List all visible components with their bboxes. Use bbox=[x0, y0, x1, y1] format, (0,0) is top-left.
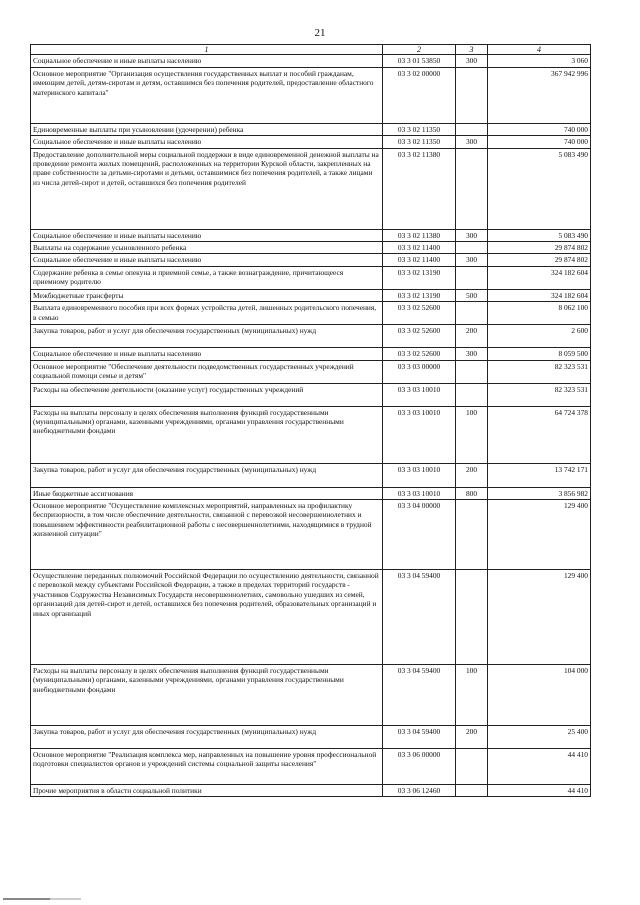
row-type bbox=[456, 266, 488, 289]
row-type: 500 bbox=[456, 289, 488, 301]
table-row bbox=[31, 360, 591, 383]
row-code: 03 3 03 10010 bbox=[383, 406, 456, 463]
table-row bbox=[31, 726, 591, 749]
row-name: Межбюджетные трансферты bbox=[31, 289, 383, 301]
table-row bbox=[31, 570, 591, 665]
row-type bbox=[456, 570, 488, 665]
table-row bbox=[31, 383, 591, 406]
header-col-2: 2 bbox=[383, 45, 456, 55]
table-row bbox=[31, 500, 591, 570]
table-row bbox=[31, 123, 591, 135]
row-name: Социальное обеспечение и иные выплаты населению bbox=[31, 254, 383, 266]
row-name: Осуществление переданных полномочий Российской Федерации по осуществлению деятельности, связанной с перевозкой между субъектами Российской Федерации, а также в пределах территорий государств - участников Содружества Независимых Государств несовершеннолетних, самовольно ушедших из семей, организаций для детей-сирот и детей, оставшихся без попечения родителей, образовательных организаций и иных организаций bbox=[31, 570, 383, 665]
table-row bbox=[31, 266, 591, 289]
row-code: 03 3 02 52600 bbox=[383, 348, 456, 360]
row-amount: 324 182 604 bbox=[488, 266, 591, 289]
row-amount: 8 062 100 bbox=[488, 302, 591, 325]
row-code: 03 3 02 52600 bbox=[383, 325, 456, 348]
row-name: Единовременные выплаты при усыновлении (удочерении) ребенка bbox=[31, 123, 383, 135]
row-code: 03 3 06 00000 bbox=[383, 749, 456, 785]
row-name: Закупка товаров, работ и услуг для обеспечения государственных (муниципальных) нужд bbox=[31, 726, 383, 749]
row-type bbox=[456, 148, 488, 229]
row-amount: 82 323 531 bbox=[488, 360, 591, 383]
table-row bbox=[31, 487, 591, 499]
row-amount: 13 742 171 bbox=[488, 463, 591, 487]
row-name: Расходы на обеспечение деятельности (оказание услуг) государственных учреждений bbox=[31, 383, 383, 406]
table-body bbox=[31, 55, 591, 797]
row-name: Закупка товаров, работ и услуг для обеспечения государственных (муниципальных) нужд bbox=[31, 463, 383, 487]
row-code: 03 3 02 11350 bbox=[383, 123, 456, 135]
table-row bbox=[31, 749, 591, 785]
row-name: Предоставление дополнительной меры социальной поддержки в виде единовременной денежной выплаты на проведение ремонта жилых помещений, расположенных на территории Курской области, закрепленных на праве собственности за детьми-сиротами и детьми, оставшимися без попечения родителей, а также лицами из числа детей-сирот и детей, оставшихся без попечения родителей bbox=[31, 148, 383, 229]
row-amount: 367 942 996 bbox=[488, 67, 591, 123]
row-code: 03 3 02 13190 bbox=[383, 266, 456, 289]
row-code: 03 3 03 00000 bbox=[383, 360, 456, 383]
row-type: 100 bbox=[456, 406, 488, 463]
row-type: 200 bbox=[456, 726, 488, 749]
row-amount: 5 083 490 bbox=[488, 229, 591, 241]
budget-table bbox=[30, 44, 591, 797]
row-code: 03 3 02 13190 bbox=[383, 289, 456, 301]
row-amount: 104 000 bbox=[488, 665, 591, 726]
table-row bbox=[31, 785, 591, 797]
row-type bbox=[456, 500, 488, 570]
row-amount: 2 600 bbox=[488, 325, 591, 348]
row-type bbox=[456, 242, 488, 254]
row-type: 200 bbox=[456, 463, 488, 487]
row-name: Основное мероприятие "Осуществление комплексных мероприятий, направленных на профилактику беспризорности, в том числе обеспечение деятельности, связанной с перевозкой несовершеннолетних и повышением эффективности реабилитационной работы с несовершеннолетними, находящимися в трудной жизненной ситуации" bbox=[31, 500, 383, 570]
row-code: 03 3 03 10010 bbox=[383, 463, 456, 487]
scan-footer-mark bbox=[3, 898, 81, 900]
row-code: 03 3 04 59400 bbox=[383, 665, 456, 726]
row-amount: 740 000 bbox=[488, 123, 591, 135]
row-code: 03 3 02 11380 bbox=[383, 229, 456, 241]
row-amount: 25 400 bbox=[488, 726, 591, 749]
table-row bbox=[31, 325, 591, 348]
row-code: 03 3 02 52600 bbox=[383, 302, 456, 325]
page-number: 21 bbox=[314, 27, 326, 39]
row-amount: 3 856 982 bbox=[488, 487, 591, 499]
table-row bbox=[31, 254, 591, 266]
row-code: 03 3 03 10010 bbox=[383, 487, 456, 499]
row-name: Социальное обеспечение и иные выплаты населению bbox=[31, 348, 383, 360]
table-row bbox=[31, 55, 591, 67]
row-code: 03 3 04 59400 bbox=[383, 570, 456, 665]
row-name: Выплаты на содержание усыновленного ребенка bbox=[31, 242, 383, 254]
row-type: 300 bbox=[456, 229, 488, 241]
row-name: Иные бюджетные ассигнования bbox=[31, 487, 383, 499]
row-type bbox=[456, 360, 488, 383]
row-name: Прочие мероприятия в области социальной политики bbox=[31, 785, 383, 797]
table-row bbox=[31, 136, 591, 148]
row-amount: 44 410 bbox=[488, 785, 591, 797]
header-col-4: 4 bbox=[488, 45, 591, 55]
row-name: Социальное обеспечение и иные выплаты населению bbox=[31, 136, 383, 148]
row-amount: 129 400 bbox=[488, 570, 591, 665]
table-row bbox=[31, 289, 591, 301]
row-type: 100 bbox=[456, 665, 488, 726]
row-amount: 29 874 802 bbox=[488, 242, 591, 254]
row-type: 300 bbox=[456, 254, 488, 266]
row-code: 03 3 02 11350 bbox=[383, 136, 456, 148]
row-code: 03 3 02 11400 bbox=[383, 254, 456, 266]
row-code: 03 3 02 11400 bbox=[383, 242, 456, 254]
row-type: 200 bbox=[456, 325, 488, 348]
row-code: 03 3 04 00000 bbox=[383, 500, 456, 570]
header-col-1: 1 bbox=[31, 45, 383, 55]
row-type bbox=[456, 302, 488, 325]
row-type bbox=[456, 123, 488, 135]
row-type: 300 bbox=[456, 348, 488, 360]
row-code: 03 3 06 12460 bbox=[383, 785, 456, 797]
row-name: Закупка товаров, работ и услуг для обеспечения государственных (муниципальных) нужд bbox=[31, 325, 383, 348]
row-code: 03 3 02 00000 bbox=[383, 67, 456, 123]
row-amount: 324 182 604 bbox=[488, 289, 591, 301]
row-code: 03 3 03 10010 bbox=[383, 383, 456, 406]
table-row bbox=[31, 406, 591, 463]
row-code: 03 3 04 59400 bbox=[383, 726, 456, 749]
row-type bbox=[456, 749, 488, 785]
row-type bbox=[456, 785, 488, 797]
row-code: 03 3 01 53850 bbox=[383, 55, 456, 67]
table-row bbox=[31, 348, 591, 360]
row-amount: 64 724 378 bbox=[488, 406, 591, 463]
table-row bbox=[31, 148, 591, 229]
row-type: 300 bbox=[456, 55, 488, 67]
row-type bbox=[456, 67, 488, 123]
table-header-row bbox=[31, 45, 591, 55]
table-row bbox=[31, 229, 591, 241]
row-code: 03 3 02 11380 bbox=[383, 148, 456, 229]
row-name: Основное мероприятие "Реализация комплекса мер, направленных на повышение уровня профессиональной подготовки специалистов органов и учреждений системы социальной защиты населения" bbox=[31, 749, 383, 785]
row-amount: 8 059 500 bbox=[488, 348, 591, 360]
table-row bbox=[31, 302, 591, 325]
row-type: 300 bbox=[456, 136, 488, 148]
row-name: Социальное обеспечение и иные выплаты населению bbox=[31, 55, 383, 67]
table-row bbox=[31, 463, 591, 487]
row-type bbox=[456, 383, 488, 406]
header-col-3: 3 bbox=[456, 45, 488, 55]
row-amount: 44 410 bbox=[488, 749, 591, 785]
table-row bbox=[31, 665, 591, 726]
row-name: Расходы на выплаты персоналу в целях обеспечения выполнения функций государственными (муниципальными) органами, казенными учреждениями, органами управления государственными внебюджетными фондами bbox=[31, 665, 383, 726]
row-amount: 740 000 bbox=[488, 136, 591, 148]
row-name: Основное мероприятие "Обеспечение деятельности подведомственных государственных учреждений социальной помощи семье и детям" bbox=[31, 360, 383, 383]
row-amount: 3 060 bbox=[488, 55, 591, 67]
row-amount: 129 400 bbox=[488, 500, 591, 570]
row-amount: 5 083 490 bbox=[488, 148, 591, 229]
row-name: Расходы на выплаты персоналу в целях обеспечения выполнения функций государственными (муниципальными) органами, казенными учреждениями, органами управления государственными внебюджетными фондами bbox=[31, 406, 383, 463]
row-name: Основное мероприятие "Организация осуществления государственных выплат и пособий гражданам, имеющим детей, детям-сиротам и детям, оставшимся без попечения родителей, предоставление областного материнского капитала" bbox=[31, 67, 383, 123]
row-amount: 82 323 531 bbox=[488, 383, 591, 406]
row-name: Выплата единовременного пособия при всех формах устройства детей, лишенных родительского попечения, в семью bbox=[31, 302, 383, 325]
table-row bbox=[31, 67, 591, 123]
row-type: 800 bbox=[456, 487, 488, 499]
table-row bbox=[31, 242, 591, 254]
row-name: Социальное обеспечение и иные выплаты населению bbox=[31, 229, 383, 241]
row-name: Содержание ребенка в семье опекуна и приемной семье, а также вознаграждение, причитающееся приемному родителю bbox=[31, 266, 383, 289]
row-amount: 29 874 802 bbox=[488, 254, 591, 266]
